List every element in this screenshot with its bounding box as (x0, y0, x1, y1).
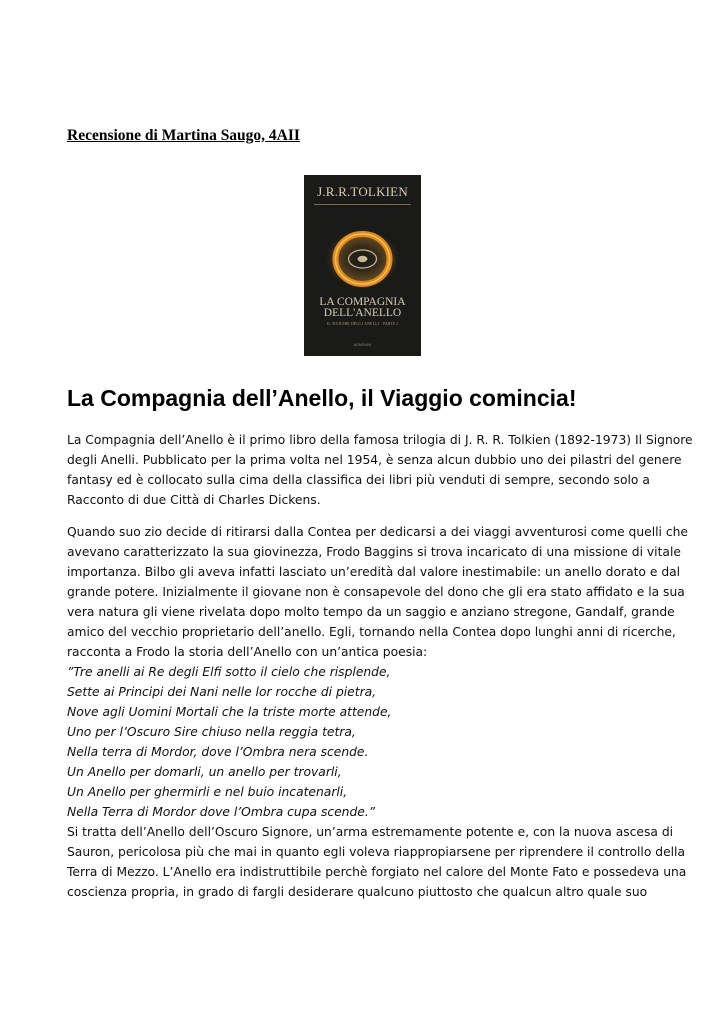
cover-title: LA COMPAGNIA DELL'ANELLO (319, 296, 406, 319)
paragraph-intro: La Compagnia dell’Anello è il primo libro della famosa trilogia di J. R. R. Tolkien (1892-1973) Il Signore degli Anelli. Pubblicato per la prima volta nel 1954, è senza alcun dubbio uno dei pilastri del genere fantasy ed è collocato sulla cima della classifica dei libri più venduti di sempre, secondo solo a Racconto di due Città di Charles Dickens. (67, 433, 693, 507)
review-byline: Recensione di Martina Saugo, 4AII (67, 127, 300, 144)
cover-publisher: BOMPIANI (353, 343, 372, 347)
ring-poem: ”Tre anelli ai Re degli Elfi sotto il cielo che risplende, Sette ai Principi dei Nani nelle lor rocche di pietra, Nove agli Uomini Mortali che la triste morte attende, Uno per l’Oscuro Sire chiuso nella reggia tetra, Nella terra di Mordor, dove l’Ombra nera scende. Un Anello per domarli, un anello per trovarli, Un Anello per ghermirli e nel buio incatenarli, Nella Terra di Mordor dove l’Ombra cupa scende.” (67, 665, 392, 819)
book-cover-image (304, 175, 421, 356)
one-ring-icon (324, 227, 401, 291)
article-headline: La Compagnia dell’Anello, il Viaggio comincia! (67, 385, 577, 411)
paragraph-plot: Quando suo zio decide di ritirarsi dalla Contea per dedicarsi a dei viaggi avventurosi come quelli che avevano caratterizzato la sua giovinezza, Frodo Baggins si trova incaricato di una missione di vitale importanza. Bilbo gli aveva infatti lasciato un’eredità dal valore inestimabile: un anello dorato e dal grande potere. Inizialmente il giovane non è consapevole del dono che gli era stato affidato e la sua vera natura gli viene rivelata dopo molto tempo da un saggio e anziano stregone, Gandalf, grande amico del vecchio proprietario dell’anello. Egli, tornando nella Contea dopo lunghi anni di ricerche, racconta a Frodo la storia dell’Anello con un’antica poesia: (67, 525, 688, 659)
paragraph-ring: Si tratta dell’Anello dell’Oscuro Signore, un’arma estremamente potente e, con la nuova ascesa di Sauron, pericolosa più che mai in quanto egli voleva riappropiarsene per riprendere il controllo della Terra di Mezzo. L’Anello era indistruttibile perchè forgiato nel calore del Monte Fato e possedeva una coscienza propria, in grado di fargli desiderare qualcuno piuttosto che qualcun altro quale suo (67, 825, 687, 899)
cover-divider (314, 204, 411, 205)
article-body (67, 430, 693, 902)
cover-subtitle: IL SIGNORE DEGLI ANELLI · PARTE I (326, 322, 399, 326)
cover-author: J.R.R.TOLKIEN (317, 184, 408, 199)
